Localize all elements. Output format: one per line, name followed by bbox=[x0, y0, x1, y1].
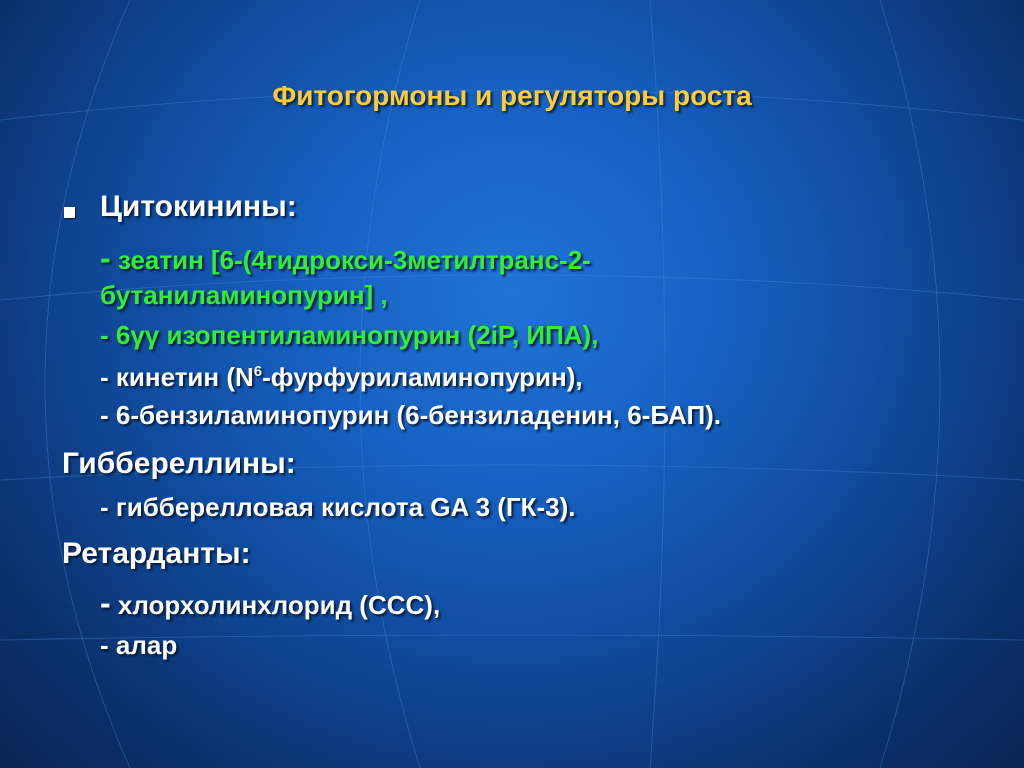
retardant-item-alar: - алар bbox=[100, 630, 178, 660]
cytokinin-item-zeatin-line2: бутаниламинопурин] , bbox=[100, 280, 388, 310]
retardants-heading: Ретарданты: bbox=[62, 537, 251, 570]
item-text-before: - кинетин (N bbox=[100, 362, 254, 392]
gibberellins-heading: Гиббереллины: bbox=[62, 447, 296, 480]
cytokinin-item-zeatin-line1 bbox=[100, 240, 591, 277]
cytokinin-item-isopentyl: - 6γγ изопентиламинопурин (2iP, ИПА), bbox=[100, 320, 599, 350]
dash: - bbox=[100, 240, 111, 276]
bullet-square-icon bbox=[64, 207, 75, 218]
cytokinin-item-kinetin bbox=[100, 362, 583, 393]
item-text: хлорхолинхлорид (ССС), bbox=[110, 590, 441, 620]
superscript: 6 bbox=[253, 363, 263, 380]
item-text-after: -фурфуриламинопурин), bbox=[262, 362, 583, 392]
slide-title: Фитогормоны и регуляторы роста bbox=[272, 80, 752, 111]
cytokinins-heading: Цитокинины: bbox=[100, 190, 297, 223]
cytokinin-item-bap: - 6-бензиламинопурин (6-бензиладенин, 6-БАП). bbox=[100, 400, 722, 430]
gibberellin-item-ga3: - гиббереллoвая кислота GA 3 (ГК-3). bbox=[100, 492, 576, 522]
retardant-item-ccc bbox=[100, 585, 440, 622]
dash: - bbox=[100, 585, 111, 621]
item-text: зеатин [6-(4гидрокси-3метилтранс-2- bbox=[110, 245, 591, 275]
